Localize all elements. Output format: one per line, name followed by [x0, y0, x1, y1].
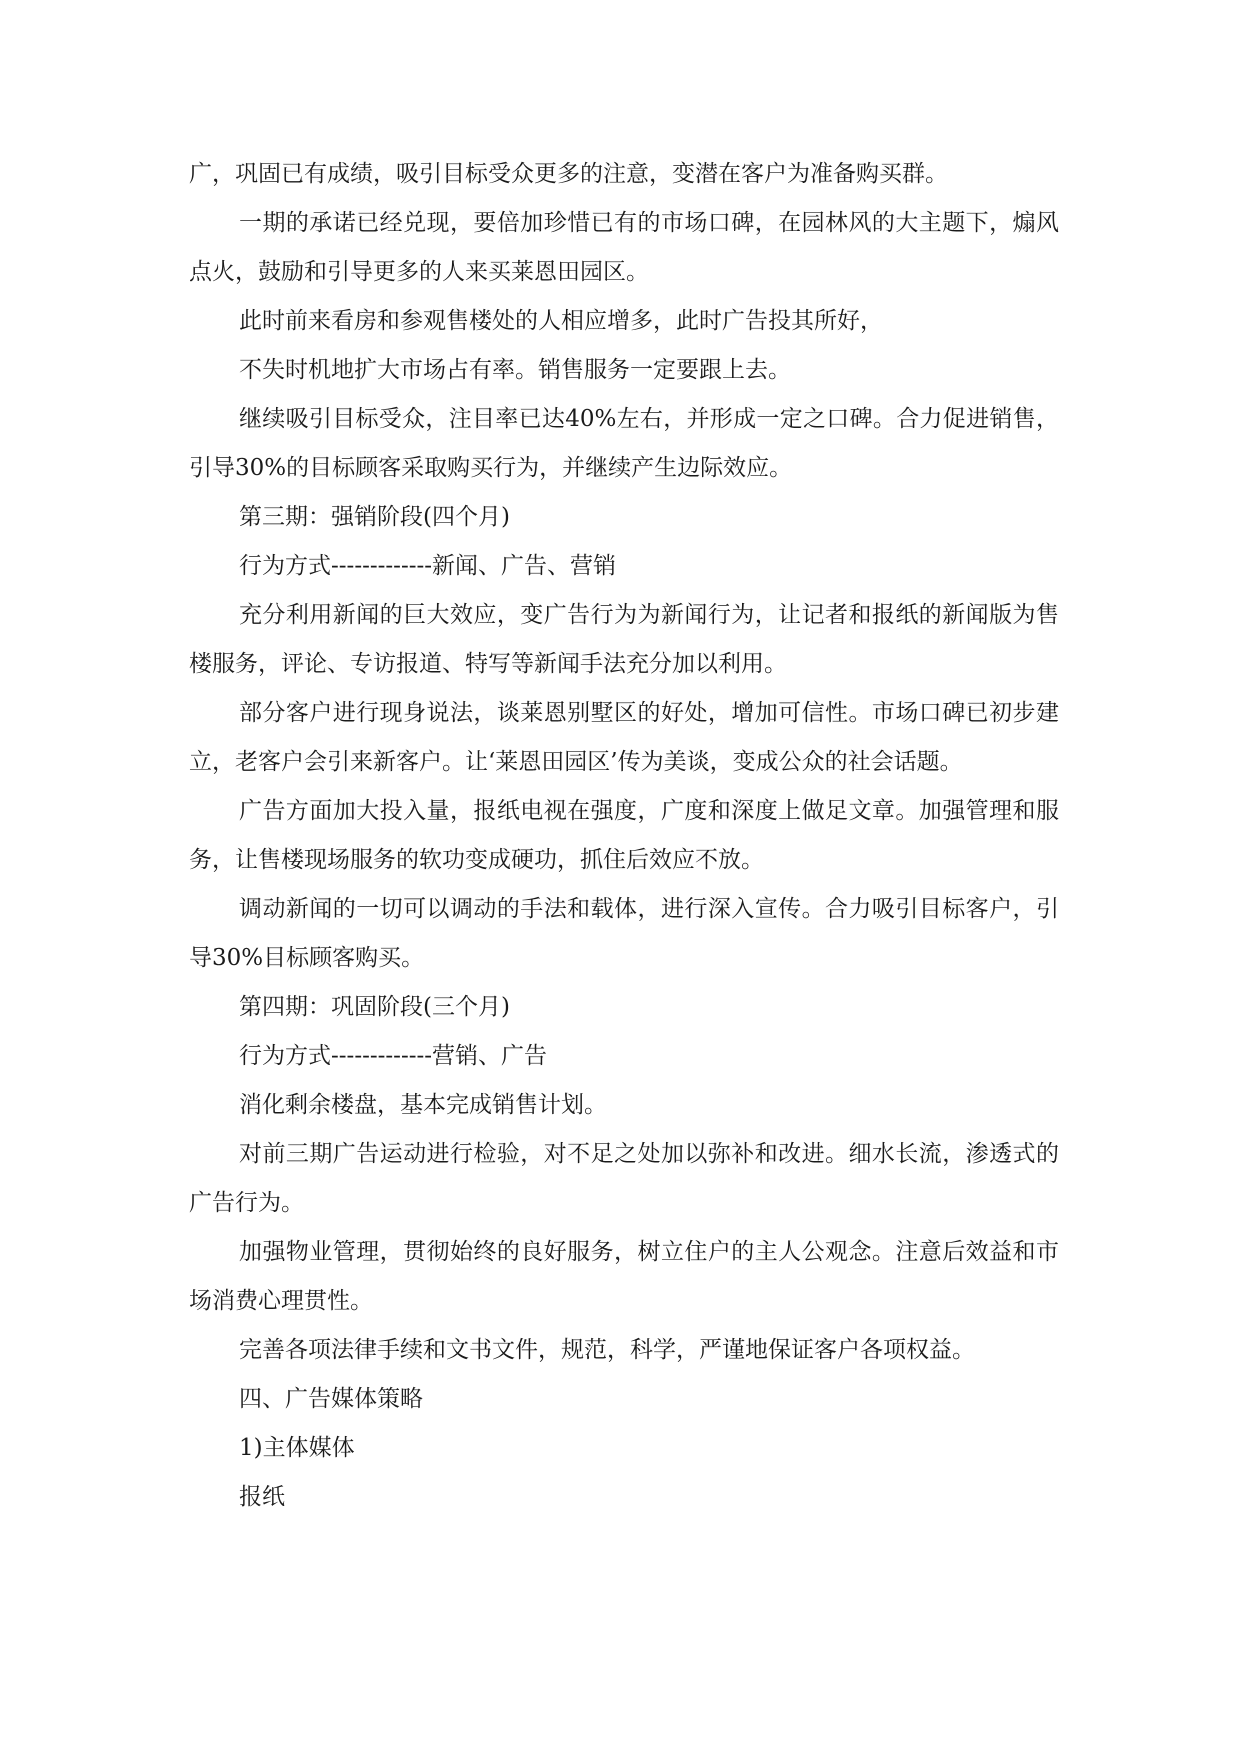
paragraph: 一期的承诺已经兑现，要倍加珍惜已有的市场口碑，在园林风的大主题下，煽风点火，鼓励和引导更多的人来买莱恩田园区。 [189, 210, 1059, 285]
paragraph: 此时前来看房和参观售楼处的人相应增多，此时广告投其所好， [239, 308, 883, 334]
document-body [189, 150, 1059, 1522]
section-heading: 四、广告媒体策略 [239, 1386, 423, 1412]
section-heading: 第三期：强销阶段(四个月) [239, 504, 510, 530]
section-heading: 第四期：巩固阶段(三个月) [239, 994, 510, 1020]
paragraph: 调动新闻的一切可以调动的手法和载体，进行深入宣传。合力吸引目标客户，引导30%目标顾客购买。 [189, 896, 1059, 971]
paragraph: 对前三期广告运动进行检验，对不足之处加以弥补和改进。细水长流，渗透式的广告行为。 [189, 1141, 1059, 1216]
paragraph: 广告方面加大投入量，报纸电视在强度，广度和深度上做足文章。加强管理和服务，让售楼现场服务的软功变成硬功，抓住后效应不放。 [189, 798, 1059, 873]
paragraph: 完善各项法律手续和文书文件，规范，科学，严谨地保证客户各项权益。 [239, 1337, 975, 1363]
paragraph: 消化剩余楼盘，基本完成销售计划。 [239, 1092, 607, 1118]
paragraph: 广，巩固已有成绩，吸引目标受众更多的注意，变潜在客户为准备购买群。 [189, 161, 948, 187]
paragraph: 部分客户进行现身说法，谈莱恩别墅区的好处，增加可信性。市场口碑已初步建立，老客户会引来新客户。让‘莱恩田园区’传为美谈，变成公众的社会话题。 [189, 700, 1059, 775]
paragraph: 充分利用新闻的巨大效应，变广告行为为新闻行为，让记者和报纸的新闻版为售楼服务，评论、专访报道、特写等新闻手法充分加以利用。 [189, 602, 1059, 677]
paragraph: 加强物业管理，贯彻始终的良好服务，树立住户的主人公观念。注意后效益和市场消费心理贯性。 [189, 1239, 1059, 1314]
paragraph: 行为方式-------------新闻、广告、营销 [239, 553, 617, 579]
paragraph: 不失时机地扩大市场占有率。销售服务一定要跟上去。 [239, 357, 791, 383]
paragraph: 行为方式-------------营销、广告 [239, 1043, 548, 1069]
paragraph: 报纸 [239, 1484, 285, 1510]
subsection-heading: 1)主体媒体 [239, 1435, 355, 1461]
paragraph: 继续吸引目标受众，注目率已达40%左右，并形成一定之口碑。合力促进销售，引导30%的目标顾客采取购买行为，并继续产生边际效应。 [189, 406, 1059, 481]
